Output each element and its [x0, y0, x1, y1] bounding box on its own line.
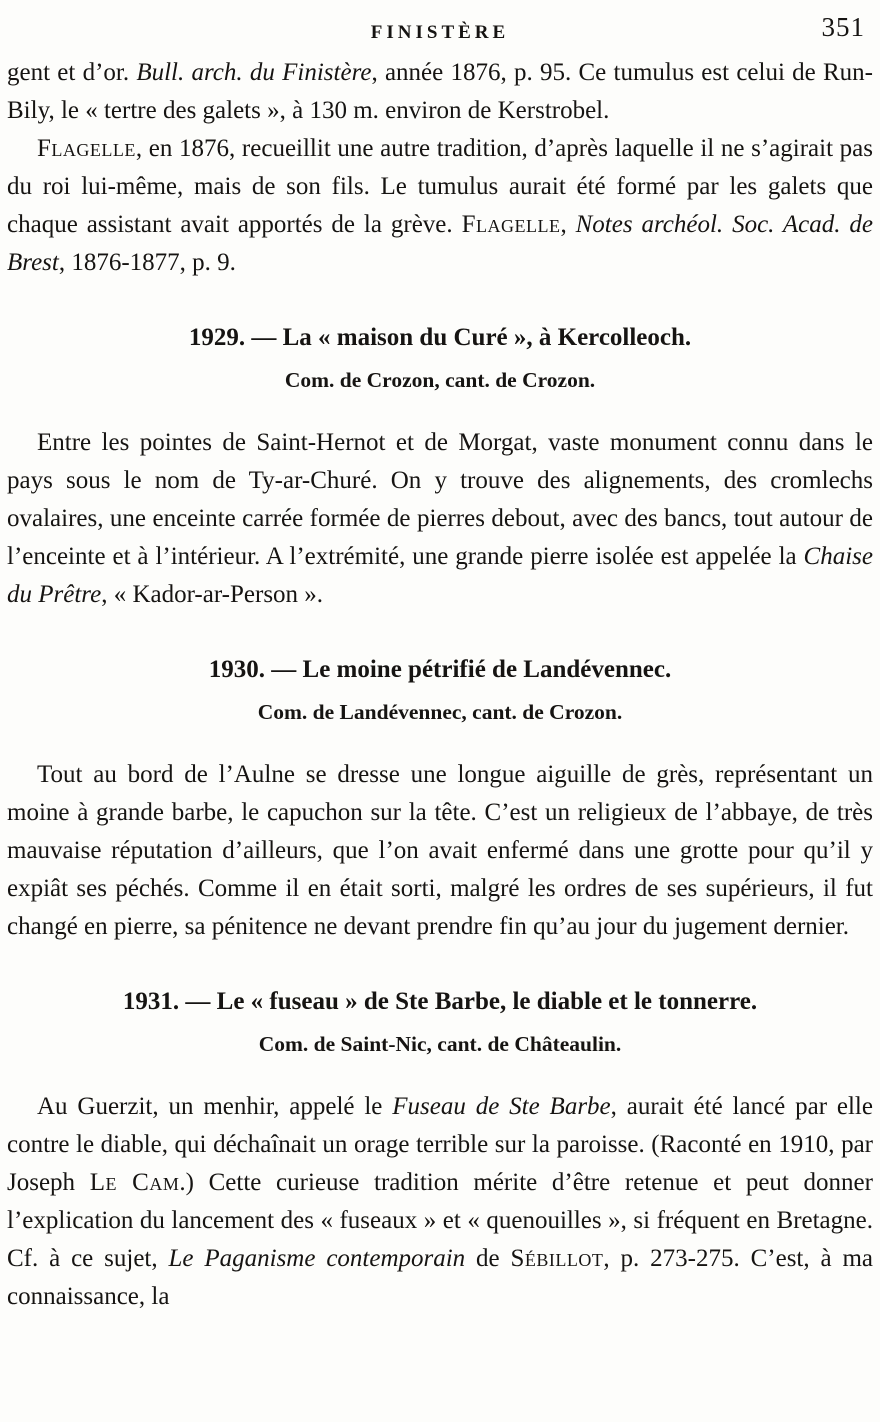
page-body — [7, 54, 873, 1316]
text-segment: Bull. arch. du Finistère — [136, 59, 372, 86]
entry-subheading: Com. de Saint-Nic, cant. de Châteaulin. — [258, 1032, 622, 1056]
paragraph — [7, 1088, 873, 1316]
text-segment: Au Guerzit, un menhir, appelé le — [37, 1093, 393, 1120]
text-segment: , « Kador-ar-Person ». — [101, 581, 324, 608]
text-segment: , année 1876, p. 95. Ce tumulus est celui de Run-Bily, le « tertre des galets », à 130 m. environ de Kerstrobel. — [7, 59, 873, 124]
entry-subheading: Com. de Crozon, cant. de Crozon. — [284, 368, 596, 392]
entry-heading: 1930. — Le moine pétrifié de Landévennec. — [208, 656, 672, 683]
text-segment: , en 1876, recueillit une autre tradition, d’après laquelle il ne s’agirait pas du roi lui-même, mais de son fils. Le tumulus aurait été formé par les galets que chaque assistant avait apportés de la grève. — [7, 135, 873, 238]
running-header — [7, 8, 873, 42]
text-segment: Flagelle — [37, 135, 136, 162]
text-segment: Le Cam — [89, 1169, 180, 1196]
page-number: 351 — [821, 12, 865, 42]
text-segment: .) Cette curieuse tradition mérite d’être retenue et peut donner l’explication du lancement des « fuseaux » et « quenouilles », si fréquent en Bretagne. Cf. à ce sujet, — [7, 1169, 873, 1272]
paragraph — [7, 424, 873, 614]
text-segment: , 1876-1877, p. 9. — [58, 249, 236, 276]
entry-heading: 1931. — Le « fuseau » de Ste Barbe, le diable et le tonnerre. — [122, 988, 758, 1015]
text-segment: gent et d’or. — [7, 59, 137, 86]
text-segment: Notes archéol. Soc. Acad. de Brest — [7, 211, 874, 276]
paragraph — [7, 756, 873, 946]
text-segment: , p. 273-275. C’est, à ma connaissance, la — [7, 1245, 873, 1310]
text-segment: , — [560, 211, 576, 238]
text-segment: , aurait été lancé par elle contre le diable, qui déchaînait un orage terrible sur la paroisse. (Raconté en 1910, par Joseph — [7, 1093, 873, 1196]
text-segment: Chaise du Prêtre — [7, 543, 873, 608]
paragraph — [7, 54, 873, 130]
running-header-title: FINISTÈRE — [370, 22, 510, 43]
entry-subheading: Com. de Landévennec, cant. de Crozon. — [257, 700, 623, 724]
text-segment: Flagelle — [461, 211, 561, 238]
text-segment: Fuseau de Ste Barbe — [392, 1093, 611, 1120]
entry-heading: 1929. — La « maison du Curé », à Kercolleoch. — [188, 324, 692, 351]
paragraph — [7, 130, 873, 282]
text-segment: Sébillot — [510, 1245, 604, 1272]
text-segment: Entre les pointes de Saint-Hernot et de Morgat, vaste monument connu dans le pays sous le nom de Ty-ar-Churé. On y trouve des alignements, des cromlechs ovalaires, une enceinte carrée formée de pierres debout, avec des bancs, tout autour de l’enceinte et à l’intérieur. A l’extrémité, une grande pierre isolée est appelée la — [7, 429, 873, 570]
text-segment: de — [465, 1245, 511, 1272]
text-segment: Le Paganisme contemporain — [168, 1245, 466, 1272]
text-segment: Tout au bord de l’Aulne se dresse une longue aiguille de grès, représentant un moine à grande barbe, le capuchon sur la tête. C’est un religieux de l’abbaye, de très mauvaise réputation d’ailleurs, que l’on avait enfermé dans une grotte pour qu’il y expiât ses péchés. Comme il en était sorti, malgré les ordres de ses supérieurs, il fut changé en pierre, sa pénitence ne devant prendre fin qu’au jour du jugement dernier. — [7, 761, 873, 940]
